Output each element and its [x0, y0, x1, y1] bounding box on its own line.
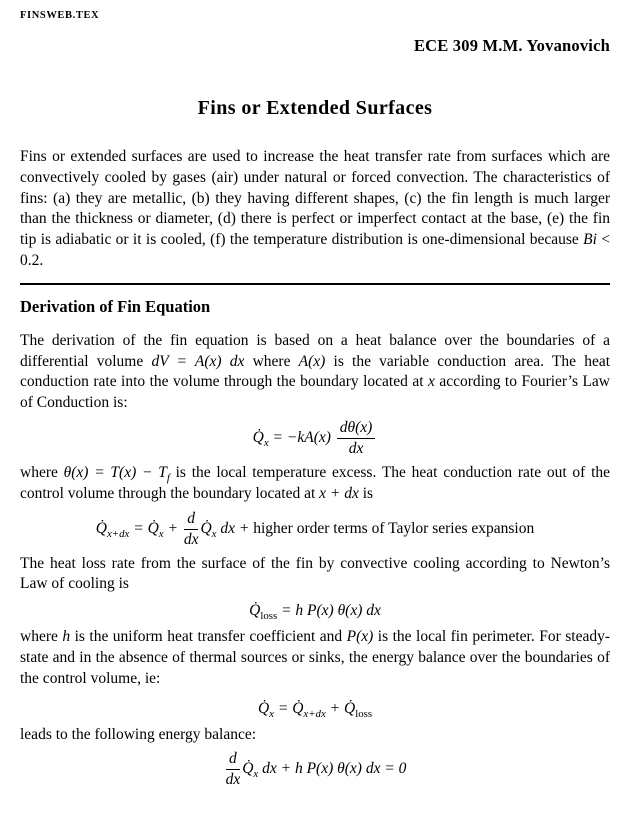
- h-coefficient-math: h: [62, 628, 71, 646]
- equation-heat-loss: [20, 602, 610, 623]
- balance-text-1: where: [20, 628, 63, 646]
- x-plus-dx-math: x + dx: [319, 484, 359, 502]
- file-label: FINSWEB.TEX: [20, 10, 100, 21]
- equation-fourier: [20, 419, 610, 458]
- temperature-excess-paragraph: [20, 463, 610, 505]
- perimeter-function-math: P(x): [346, 628, 374, 646]
- excess-text-2: is the local temperature excess. The heat conduction rate out of the control volume through the boundary located at: [20, 463, 610, 502]
- fourier-middle-term: = −kA(x): [268, 429, 335, 447]
- qdot-x-plus-dx-symbol: $Q̇_{x+dx}$: [292, 699, 326, 720]
- qdot-x-symbol: $Q̇_x$: [147, 519, 164, 540]
- qdot-x-symbol: $Q̇_x$: [242, 760, 259, 781]
- qdot-x-symbol: $Q̇_x$: [252, 429, 269, 450]
- balance-text-2: is the uniform heat transfer coefficient and: [70, 628, 347, 646]
- leads-to-paragraph: leads to the following energy balance:: [20, 725, 257, 743]
- dx-term: dx: [216, 519, 239, 537]
- biot-number-symbol: Bi: [583, 231, 597, 249]
- qdot-x-symbol: $Q̇_x$: [257, 699, 274, 720]
- equation-final-balance: [20, 750, 610, 789]
- equals-sign: =: [273, 699, 293, 717]
- qdot-x-plus-dx-symbol: $Q̇_{x+dx}$: [95, 519, 130, 540]
- equation-energy-balance: [20, 700, 610, 718]
- page-title: Fins or Extended Surfaces: [197, 97, 433, 119]
- excess-text-3: is: [358, 484, 374, 502]
- d-dx-fraction: $\frac{d}{dx}$: [183, 509, 199, 548]
- final-rhs-term: dx + h P(x) θ(x) dx = 0: [258, 760, 407, 778]
- section-divider: [20, 283, 610, 285]
- derivation-text-2: where: [244, 352, 299, 370]
- derivation-text-3: is the variable conduction area. The heat conduction rate into the volume through the boundary located at: [20, 352, 611, 391]
- course-author-line: ECE 309 M.M. Yovanovich: [413, 36, 610, 55]
- loss-rhs-term: = h P(x) θ(x) dx: [277, 602, 381, 620]
- intro-paragraph: [20, 147, 610, 272]
- qdot-x-symbol: $Q̇_x$: [200, 519, 217, 540]
- section-heading: Derivation of Fin Equation: [20, 296, 211, 316]
- theta-derivative-fraction: $\frac{d\theta(x)}{dx}$: [337, 419, 376, 458]
- balance-text-3: is the local fin perimeter. For steady-state and in the absence of thermal sources or sinks, the energy balance over the boundaries of the control volume, ie:: [20, 628, 610, 687]
- energy-balance-paragraph: [20, 627, 610, 689]
- equation-taylor-expansion: [20, 510, 610, 549]
- area-function-math: A(x): [298, 352, 326, 370]
- taylor-series-text: higher order terms of Taylor series expansion: [253, 519, 535, 537]
- plus-sign: +: [325, 699, 344, 717]
- intro-text-1: Fins or extended surfaces are used to increase the heat transfer rate from surfaces which are convectively cooled by gases (air) under natural or forced convection. The characteristics of fins: (a) they are metallic, (b) they having different shapes, (c) the fin length is much larger than the thickness or diameter, (d) there is perfect or imperfect contact at the base, (e) the fin tip is adiabatic or it is cooled, (f) the temperature distribution is one-dimensional because: [20, 148, 610, 249]
- intro-text-2: < 0.2.: [20, 231, 610, 269]
- derivation-text-1: The derivation of the fin equation is based on a heat balance over the boundaries of a differential volume: [20, 331, 610, 370]
- qdot-loss-symbol: $Q̇_{loss}$: [249, 602, 278, 623]
- plus-sign: +: [238, 519, 254, 537]
- derivation-paragraph: [20, 331, 610, 414]
- x-variable-math: x: [427, 373, 435, 391]
- plus-sign: +: [163, 519, 182, 537]
- excess-text-1: where: [20, 463, 64, 481]
- differential-volume-math: dV = A(x) dx: [151, 352, 245, 370]
- theta-definition-math: $\theta(x) = T(x) - T_f$: [63, 463, 170, 485]
- d-dx-fraction: $\frac{d}{dx}$: [225, 750, 241, 789]
- qdot-loss-symbol: $Q̇_{loss}$: [343, 699, 373, 720]
- equals-sign: =: [129, 519, 148, 537]
- derivation-text-4: according to Fourier’s Law of Conduction is:: [20, 373, 611, 412]
- newton-cooling-paragraph: The heat loss rate from the surface of the fin by convective cooling according to Newton’s Law of cooling is: [20, 554, 610, 593]
